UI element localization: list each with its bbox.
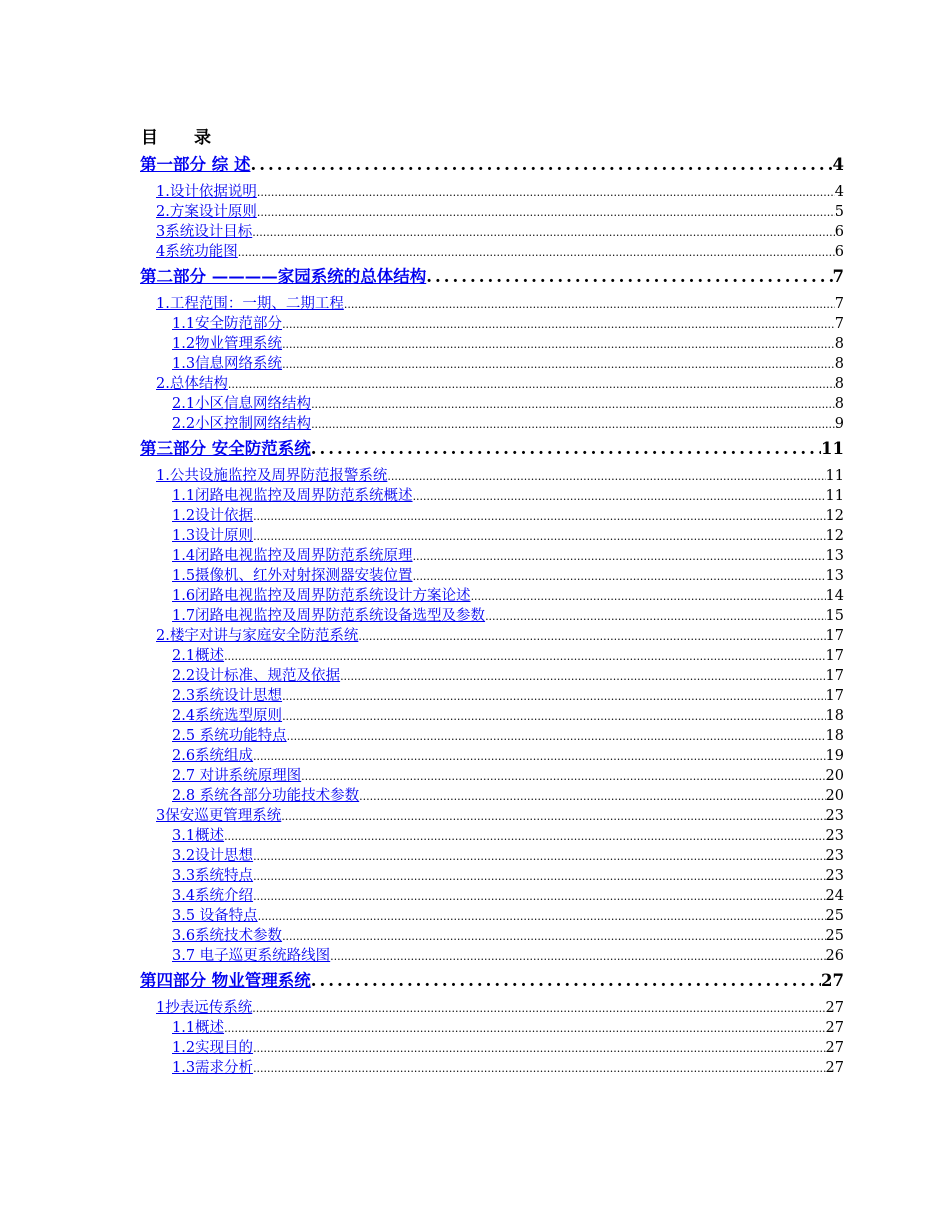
toc-entry-link[interactable]: 1.6闭路电视监控及周界防范系统设计方案论述 xyxy=(172,588,471,604)
dot-leader xyxy=(471,586,826,607)
toc-entry[interactable] xyxy=(140,626,844,646)
toc-entry-link[interactable]: 1.2设计依据 xyxy=(172,508,254,524)
toc-page-number: 11 xyxy=(821,439,844,458)
toc-page-number: 7 xyxy=(834,316,844,332)
toc-entry-link[interactable]: 3.3系统特点 xyxy=(172,868,254,884)
toc-title-part1: 目 xyxy=(141,128,158,148)
toc-entry-link[interactable]: 2.总体结构 xyxy=(156,376,228,392)
toc-entry[interactable] xyxy=(140,606,844,626)
dot-leader xyxy=(311,968,821,994)
toc-entry[interactable] xyxy=(140,886,844,906)
toc-page-number: 27 xyxy=(821,971,844,990)
toc-entry[interactable] xyxy=(140,726,844,746)
dot-leader xyxy=(301,766,825,787)
toc-entry[interactable] xyxy=(140,586,844,606)
toc-entry-link[interactable]: 第三部分 安全防范系统 xyxy=(140,439,311,458)
toc-page-number: 17 xyxy=(825,688,844,704)
toc-entry[interactable] xyxy=(140,466,844,486)
toc-entry[interactable] xyxy=(140,1018,844,1038)
toc-entry[interactable] xyxy=(140,374,844,394)
toc-entry-link[interactable]: 1.1安全防范部分 xyxy=(172,316,283,332)
toc-page-number: 8 xyxy=(834,396,844,412)
toc-entry[interactable] xyxy=(140,946,844,966)
toc-entry-link[interactable]: 3.6系统技术参数 xyxy=(172,928,283,944)
dot-leader xyxy=(359,786,825,807)
dot-leader xyxy=(282,334,835,355)
toc-entry-link[interactable]: 1.工程范围：一期、二期工程 xyxy=(156,296,344,312)
toc-entry-link[interactable]: 1.3需求分析 xyxy=(172,1060,254,1076)
dot-leader xyxy=(426,264,832,290)
toc-entry[interactable] xyxy=(140,786,844,806)
toc-entry[interactable] xyxy=(140,314,844,334)
toc-entry[interactable] xyxy=(140,846,844,866)
toc-entry[interactable] xyxy=(140,354,844,374)
toc-entry-link[interactable]: 2.7 对讲系统原理图 xyxy=(172,768,302,784)
toc-entry[interactable] xyxy=(140,746,844,766)
toc-entry[interactable] xyxy=(140,1058,844,1078)
toc-entry[interactable] xyxy=(140,706,844,726)
toc-entry[interactable] xyxy=(140,766,844,786)
toc-entry-link[interactable]: 2.6系统组成 xyxy=(172,748,254,764)
toc-entry-link[interactable]: 1.3设计原则 xyxy=(172,528,254,544)
dot-leader xyxy=(413,566,826,587)
toc-page-number: 26 xyxy=(825,948,844,964)
toc-entry-link[interactable]: 1.公共设施监控及周界防范报警系统 xyxy=(156,468,388,484)
toc-page-number: 23 xyxy=(825,848,844,864)
toc-entry-link[interactable]: 1.1闭路电视监控及周界防范系统概述 xyxy=(172,488,413,504)
toc-page-number: 27 xyxy=(825,1000,844,1016)
toc-entry[interactable] xyxy=(140,222,844,242)
toc-entry[interactable] xyxy=(140,806,844,826)
toc-page-number: 8 xyxy=(834,336,844,352)
toc-entry-link[interactable]: 1.5摄像机、红外对射探测器安装位置 xyxy=(172,568,413,584)
dot-leader xyxy=(258,906,826,927)
dot-leader xyxy=(253,866,825,887)
toc-entry-link[interactable]: 1.2物业管理系统 xyxy=(172,336,283,352)
toc-entry-link[interactable]: 2.5 系统功能特点 xyxy=(172,728,287,744)
toc-page-number: 4 xyxy=(832,155,844,174)
toc-entry-link[interactable]: 2.楼宇对讲与家庭安全防范系统 xyxy=(156,628,359,644)
dot-leader xyxy=(311,436,821,462)
toc-entry[interactable] xyxy=(140,486,844,506)
toc-page-number: 11 xyxy=(825,468,844,484)
toc-page-number: 19 xyxy=(825,748,844,764)
toc-entry-link[interactable]: 第四部分 物业管理系统 xyxy=(140,971,311,990)
toc-entry[interactable] xyxy=(140,526,844,546)
dot-leader xyxy=(257,182,835,203)
toc-entry[interactable] xyxy=(140,202,844,222)
toc-page-number: 7 xyxy=(832,267,844,286)
toc-title xyxy=(141,123,211,148)
toc-page-number: 18 xyxy=(825,728,844,744)
toc-entry-link[interactable]: 3.4系统介绍 xyxy=(172,888,254,904)
dot-leader xyxy=(257,202,835,223)
toc-page-number: 7 xyxy=(834,296,844,312)
dot-leader xyxy=(282,314,835,335)
toc-entry-link[interactable]: 3系统设计目标 xyxy=(156,224,253,240)
dot-leader xyxy=(485,606,825,627)
dot-leader xyxy=(413,486,826,507)
dot-leader xyxy=(282,354,835,375)
toc-page-number: 5 xyxy=(834,204,844,220)
toc-entry-link[interactable]: 2.方案设计原则 xyxy=(156,204,257,220)
dot-leader xyxy=(252,998,825,1019)
dot-leader xyxy=(253,846,825,867)
toc-entry[interactable] xyxy=(140,506,844,526)
dot-leader xyxy=(251,152,833,178)
toc-entry-link[interactable]: 第一部分 综 述 xyxy=(140,155,251,174)
toc-entry-link[interactable]: 第二部分 ————家园系统的总体结构 xyxy=(140,267,427,286)
dot-leader xyxy=(253,886,825,907)
toc-entry[interactable] xyxy=(140,826,844,846)
toc-page-number: 25 xyxy=(825,928,844,944)
toc-page-number: 27 xyxy=(825,1040,844,1056)
dot-leader xyxy=(253,1058,825,1079)
toc-entry-link[interactable]: 3.7 电子巡更系统路线图 xyxy=(172,948,331,964)
toc-page-number: 18 xyxy=(825,708,844,724)
toc-page-number: 14 xyxy=(825,588,844,604)
toc-page-number: 4 xyxy=(834,184,844,200)
toc-entry[interactable] xyxy=(140,646,844,666)
dot-leader xyxy=(253,526,825,547)
toc-entry[interactable] xyxy=(140,866,844,886)
toc-entry-link[interactable]: 2.8 系统各部分功能技术参数 xyxy=(172,788,360,804)
toc-page-number: 27 xyxy=(825,1020,844,1036)
toc-page-number: 11 xyxy=(825,488,844,504)
toc-entry-link[interactable]: 1.1概述 xyxy=(172,1020,225,1036)
dot-leader xyxy=(340,666,825,687)
toc-title-part2: 录 xyxy=(194,128,211,148)
toc-page-number: 13 xyxy=(825,568,844,584)
toc-page-number: 23 xyxy=(825,868,844,884)
dot-leader xyxy=(358,626,825,647)
toc-entry-link[interactable]: 3.1概述 xyxy=(172,828,225,844)
toc-entry[interactable] xyxy=(140,906,844,926)
dot-leader xyxy=(224,826,825,847)
toc-page-number: 23 xyxy=(825,828,844,844)
toc-part-entry[interactable] xyxy=(140,968,844,994)
toc-entry[interactable] xyxy=(140,926,844,946)
dot-leader xyxy=(228,374,835,395)
dot-leader xyxy=(387,466,825,487)
toc-entry[interactable] xyxy=(140,394,844,414)
dot-leader xyxy=(238,242,835,263)
dot-leader xyxy=(282,686,825,707)
toc-entry[interactable] xyxy=(140,242,844,262)
toc-page-number: 27 xyxy=(825,1060,844,1076)
toc-entry[interactable] xyxy=(140,998,844,1018)
toc-entry[interactable] xyxy=(140,334,844,354)
toc-entry-link[interactable]: 1.2实现目的 xyxy=(172,1040,254,1056)
toc-page-number: 20 xyxy=(825,768,844,784)
toc-part-entry[interactable] xyxy=(140,152,844,178)
dot-leader xyxy=(281,806,825,827)
dot-leader xyxy=(253,1038,825,1059)
toc-entry[interactable] xyxy=(140,686,844,706)
dot-leader xyxy=(330,946,825,967)
toc-entry-link[interactable]: 2.1小区信息网络结构 xyxy=(172,396,312,412)
toc-entry-link[interactable]: 1.3信息网络系统 xyxy=(172,356,283,372)
toc-page-number: 12 xyxy=(825,528,844,544)
dot-leader xyxy=(287,726,826,747)
dot-leader xyxy=(224,646,825,667)
toc-entry[interactable] xyxy=(140,294,844,314)
toc-page-number: 8 xyxy=(834,376,844,392)
toc-entry[interactable] xyxy=(140,414,844,434)
toc-entry[interactable] xyxy=(140,546,844,566)
toc-entry-link[interactable]: 2.3系统设计思想 xyxy=(172,688,283,704)
toc-page-number: 15 xyxy=(825,608,844,624)
toc-entry-link[interactable]: 3保安巡更管理系统 xyxy=(156,808,282,824)
toc-entry-link[interactable]: 1.设计依据说明 xyxy=(156,184,257,200)
toc-entry[interactable] xyxy=(140,182,844,202)
toc-entry-link[interactable]: 2.2设计标准、规范及依据 xyxy=(172,668,341,684)
dot-leader xyxy=(282,706,825,727)
toc-entry-link[interactable]: 1抄表远传系统 xyxy=(156,1000,253,1016)
toc-entry-link[interactable]: 1.4闭路电视监控及周界防范系统原理 xyxy=(172,548,413,564)
dot-leader xyxy=(344,294,835,315)
toc-page-number: 9 xyxy=(834,416,844,432)
toc-part-entry[interactable] xyxy=(140,264,844,290)
toc-page-number: 17 xyxy=(825,668,844,684)
toc-entry-link[interactable]: 3.5 设备特点 xyxy=(172,908,258,924)
toc-page-number: 24 xyxy=(825,888,844,904)
toc-entry[interactable] xyxy=(140,666,844,686)
dot-leader xyxy=(311,394,835,415)
toc-page-number: 20 xyxy=(825,788,844,804)
dot-leader xyxy=(224,1018,825,1039)
toc-page-number: 17 xyxy=(825,628,844,644)
dot-leader xyxy=(253,506,825,527)
toc-page-number: 6 xyxy=(834,224,844,240)
dot-leader xyxy=(413,546,826,567)
toc-entry-link[interactable]: 4系统功能图 xyxy=(156,244,238,260)
table-of-contents xyxy=(140,150,844,1078)
toc-page-number: 6 xyxy=(834,244,844,260)
dot-leader xyxy=(311,414,835,435)
toc-page-number: 13 xyxy=(825,548,844,564)
toc-entry-link[interactable]: 2.1概述 xyxy=(172,648,225,664)
toc-page-number: 25 xyxy=(825,908,844,924)
dot-leader xyxy=(252,222,835,243)
toc-entry-link[interactable]: 1.7闭路电视监控及周界防范系统设备选型及参数 xyxy=(172,608,486,624)
toc-entry-link[interactable]: 3.2设计思想 xyxy=(172,848,254,864)
toc-entry[interactable] xyxy=(140,566,844,586)
toc-page-number: 8 xyxy=(834,356,844,372)
toc-part-entry[interactable] xyxy=(140,436,844,462)
toc-page-number: 17 xyxy=(825,648,844,664)
dot-leader xyxy=(282,926,825,947)
toc-entry[interactable] xyxy=(140,1038,844,1058)
toc-page-number: 12 xyxy=(825,508,844,524)
dot-leader xyxy=(253,746,825,767)
toc-page-number: 23 xyxy=(825,808,844,824)
toc-entry-link[interactable]: 2.2小区控制网络结构 xyxy=(172,416,312,432)
toc-entry-link[interactable]: 2.4系统选型原则 xyxy=(172,708,283,724)
